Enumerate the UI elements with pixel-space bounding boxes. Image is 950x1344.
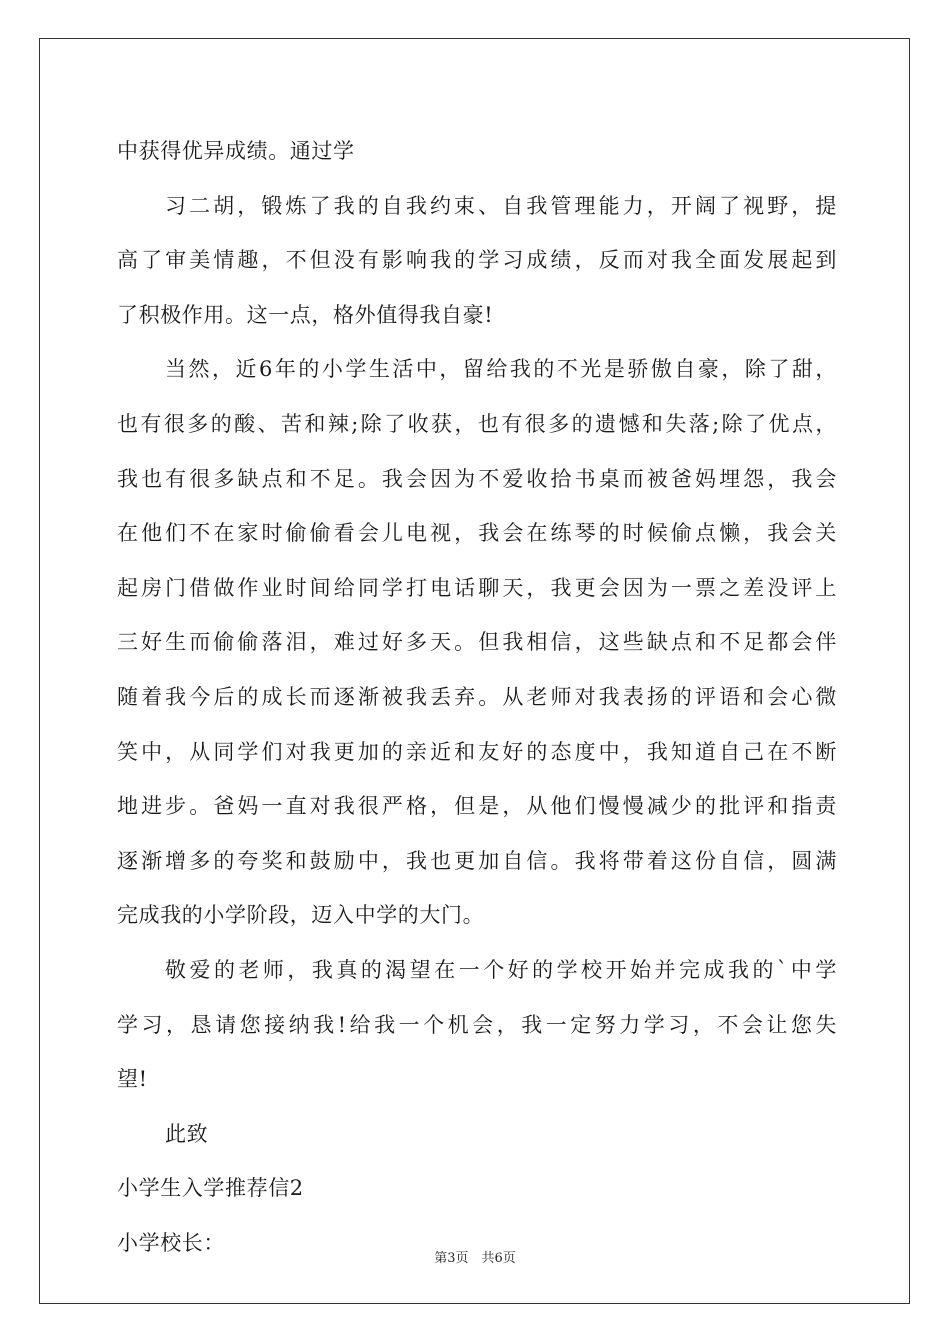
text-line: 了积极作用。这一点，格外值得我自豪! bbox=[117, 302, 494, 327]
text-line: 起房门借做作业时间给同学打电话聊天，我更会因为一票之差没评上 bbox=[117, 575, 837, 600]
text-line: 笑中，从同学们对我更加的亲近和友好的态度中，我知道自己在不断 bbox=[117, 739, 837, 764]
document-body bbox=[117, 124, 837, 1270]
text-line: 学习，恳请您接纳我!给我一个机会，我一定努力学习，不会让您失 bbox=[117, 1012, 837, 1037]
text-line: 地进步。爸妈一直对我很严格，但是，从他们慢慢减少的批评和指责 bbox=[117, 794, 837, 819]
text-line: 三好生而偷偷落泪，难过好多天。但我相信，这些缺点和不足都会伴 bbox=[117, 630, 837, 655]
text-line: 望! bbox=[117, 1067, 148, 1092]
text-line: 当然，近6年的小学生活中，留给我的不光是骄傲自豪，除了甜， bbox=[165, 357, 837, 382]
text-line: 小学生入学推荐信2 bbox=[117, 1176, 304, 1201]
text-line: 中获得优异成绩。通过学 bbox=[117, 139, 355, 163]
text-line: 高了审美情趣，不但没有影响我的学习成绩，反而对我全面发展起到 bbox=[117, 248, 837, 273]
text-line: 小学校长： bbox=[117, 1230, 225, 1255]
text-line: 也有很多的酸、苦和辣;除了收获，也有很多的遗憾和失落;除了优点， bbox=[117, 411, 837, 436]
text-line: 我也有很多缺点和不足。我会因为不爱收拾书桌而被爸妈埋怨，我会 bbox=[117, 466, 837, 491]
text-line: 此致 bbox=[165, 1121, 209, 1146]
text-line: 完成我的小学阶段，迈入中学的大门。 bbox=[117, 903, 485, 928]
text-line: 在他们不在家时偷偷看会儿电视，我会在练琴的时候偷点懒，我会关 bbox=[117, 521, 837, 546]
text-line: 随着我今后的成长而逐渐被我丢弃。从老师对我表扬的评语和会心微 bbox=[117, 684, 837, 709]
text-line: 敬爱的老师，我真的渴望在一个好的学校开始并完成我的`中学 bbox=[165, 957, 837, 982]
text-line: 习二胡，锻炼了我的自我约束、自我管理能力，开阔了视野，提 bbox=[165, 193, 837, 218]
page-footer: 第3页 共6页 bbox=[434, 1251, 516, 1266]
text-line: 逐渐增多的夸奖和鼓励中，我也更加自信。我将带着这份自信，圆满 bbox=[117, 848, 837, 873]
